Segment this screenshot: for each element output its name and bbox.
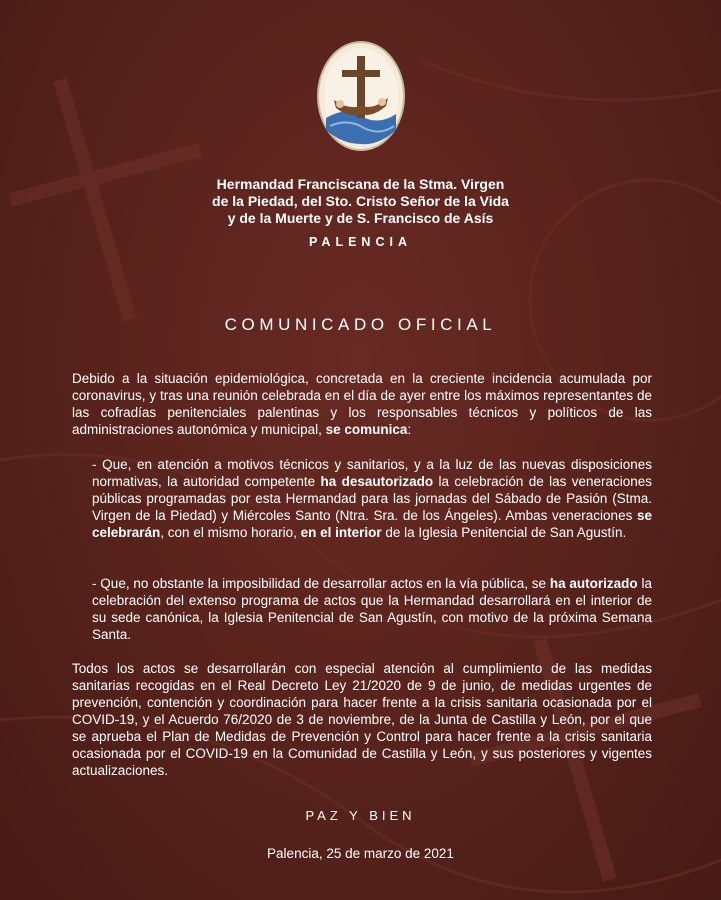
closing-greeting: PAZ Y BIEN bbox=[305, 808, 416, 823]
brotherhood-logo bbox=[316, 40, 406, 152]
text-span: de la Iglesia Penitencial de San Agustín. bbox=[381, 525, 627, 540]
text-span: - Que, en atención a motivos técnicos y sanitarios, y a la luz de las nuevas disposiciones normativas, la autoridad competente bbox=[92, 457, 652, 489]
paragraph-authorized-program bbox=[92, 575, 652, 643]
text-span: : bbox=[407, 422, 412, 437]
bold-text: ha desautorizado bbox=[320, 474, 434, 489]
statement-date: Palencia, 25 de marzo de 2021 bbox=[267, 846, 454, 861]
paragraph-veneration-notice bbox=[92, 456, 652, 541]
statement-title: COMUNICADO OFICIAL bbox=[224, 315, 497, 334]
text-span: la celebración del extenso programa de actos que la Hermandad desarrollará en el interior de su sede canónica, la Iglesia Penitencial de San Agustín, con motivo de la próxima Semana Santa. bbox=[92, 576, 652, 642]
paragraph-intro bbox=[72, 370, 652, 438]
text-span: la celebración de las veneraciones públicas programadas por esta Hermandad para las jornadas del Sábado de Pasión (Stma. Virgen de la Piedad) y Miércoles Santo (Ntra. Sra. de los Ángeles). Ambas veneraciones bbox=[92, 474, 652, 523]
brotherhood-name-line-3: y de la Muerte y de S. Francisco de Asís bbox=[227, 210, 494, 226]
bold-text: se comunica bbox=[325, 422, 408, 437]
text-span: Debido a la situación epidemiológica, concretada en la creciente incidencia acumulada por coronavirus, y tras una reunión celebrada en el día de ayer entre los máximos representantes de las cofradías penitenciales palentinas y los responsables técnicos y políticos de las administraciones autonómica y municipal, bbox=[72, 371, 652, 437]
bold-text: ha autorizado bbox=[549, 576, 638, 591]
bold-text: en el interior bbox=[300, 525, 382, 540]
bold-text: se celebrarán bbox=[92, 508, 652, 540]
brotherhood-name-line-2: de la Piedad, del Sto. Cristo Señor de la Vida bbox=[212, 193, 509, 209]
paragraph-sanitary-measures: Todos los actos se desarrollarán con especial atención al cumplimiento de las medidas sanitarias recogidas en el Real Decreto Ley 21/2020 de 9 de junio, de medidas urgentes de prevención, contención y coordinación para hacer frente a la crisis sanitaria ocasionada por el COVID-19, y el Acuerdo 76/2020 de 3 de noviembre, de la Junta de Castilla y León, por el que se aprueba el Plan de Medidas de Prevención y Control para hacer frente a la crisis sanitaria ocasionada por el COVID-19 en la Comunidad de Castilla y León, y sus posteriores y vigentes actualizaciones. bbox=[72, 661, 652, 778]
city-name: PALENCIA bbox=[309, 235, 412, 249]
text-span: , con el mismo horario, bbox=[160, 525, 301, 540]
brotherhood-name-line-1: Hermandad Franciscana de la Stma. Virgen bbox=[216, 176, 505, 192]
franciscan-cross-emblem-icon bbox=[316, 40, 406, 152]
text-span: - Que, no obstante la imposibilidad de desarrollar actos en la vía pública, se bbox=[92, 576, 550, 591]
